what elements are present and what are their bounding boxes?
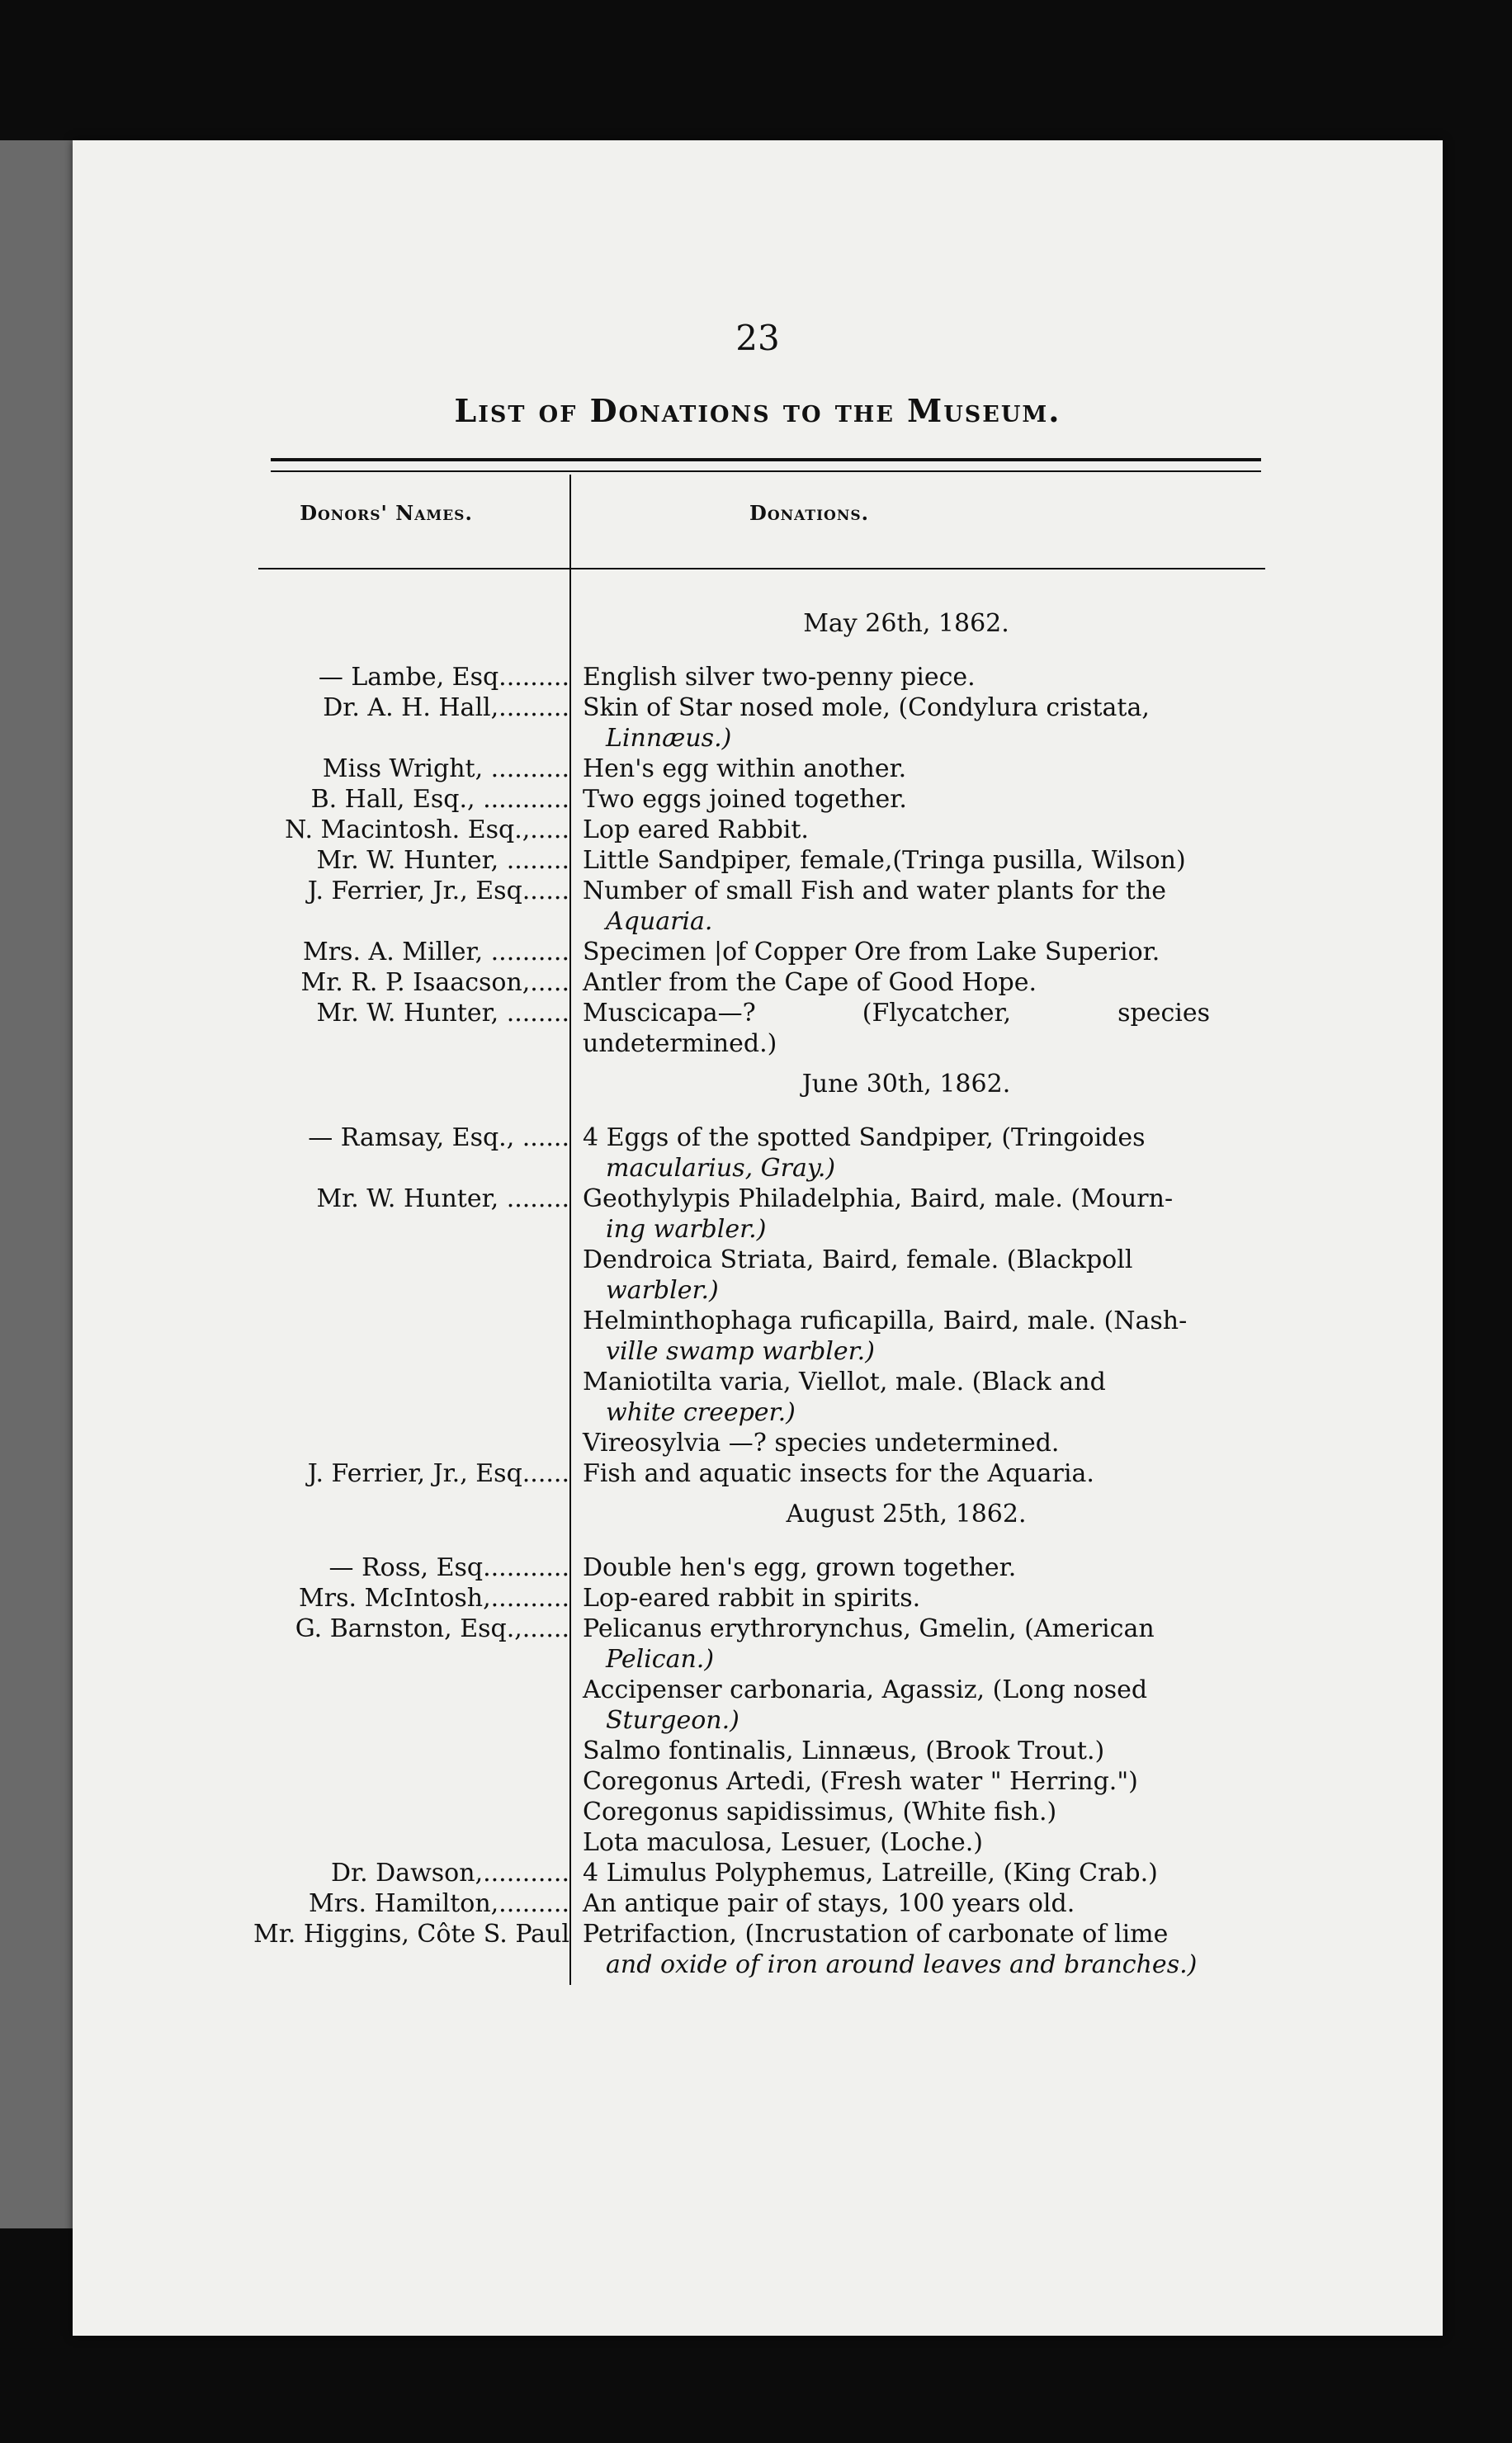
donation-text: An antique pair of stays, 100 years old. [583,1889,1075,1918]
donation-text-continued: macularius, Gray.) [606,1154,836,1183]
donation-text: Lop-eared rabbit in spirits. [583,1584,921,1613]
table-row [73,998,1443,1059]
table-row [73,1614,1443,1675]
donation-text: Specimen |of Copper Ore from Lake Superior. [583,938,1160,966]
donation-item [583,1766,1210,1797]
donation-text: Skin of Star nosed mole, (Condylura cristata, [583,693,1150,722]
donation-text-continued: Aquaria. [606,907,713,936]
donation-text: Pelicanus erythrorynchus, Gmelin, (American [583,1614,1155,1643]
page-number: 23 [735,318,780,358]
donation-item [583,845,1210,876]
table-row [73,1736,1443,1766]
top-rule-thin [271,470,1261,472]
donation-text: Vireosylvia —? species undetermined. [583,1429,1060,1458]
table-row [73,1306,1443,1367]
table-row [73,1367,1443,1428]
document-page [73,140,1443,2336]
donation-text: Little Sandpiper, female,(Tringa pusilla, Wilson) [583,846,1186,875]
donor-name: Dr. Dawson,........... [331,1859,569,1888]
donation-item [583,998,1210,1059]
section-date: August 25th, 1862. [786,1500,1027,1529]
top-rule [271,458,1261,461]
donation-item [583,1306,1210,1367]
table-row [73,662,1443,692]
column-header-donations: Donations. [749,501,870,525]
table-row [73,967,1443,998]
donation-text: Accipenser carbonaria, Agassiz, (Long nosed [583,1675,1148,1704]
donation-item [583,662,1210,692]
donation-text-continued: Pelican.) [606,1645,715,1674]
donation-text: Helminthophaga ruficapilla, Baird, male. (Nash- [583,1307,1188,1335]
column-header-donors: Donors' Names. [300,501,473,525]
donor-name: Mr. W. Hunter, ........ [316,846,569,875]
donor-name: — Ramsay, Esq., ...... [308,1123,569,1152]
table-row [73,937,1443,967]
donation-text: 4 Eggs of the spotted Sandpiper, (Tringoides [583,1123,1146,1152]
table-row [73,1458,1443,1489]
donation-text: Coregonus sapidissimus, (White fish.) [583,1798,1057,1826]
donor-name: J. Ferrier, Jr., Esq...... [307,877,569,905]
donation-item [583,1245,1210,1306]
donation-text: Maniotilta varia, Viellot, male. (Black and [583,1368,1106,1396]
donor-name: Dr. A. H. Hall,......... [323,693,569,722]
table-row [73,1766,1443,1797]
donation-text: Number of small Fish and water plants for the [583,877,1167,905]
donations-table [73,598,1443,1980]
donation-item [583,1614,1210,1675]
table-row [73,1583,1443,1614]
donation-item [583,1458,1210,1489]
donation-text: English silver two-penny piece. [583,663,976,692]
donation-item [583,1797,1210,1827]
table-row [73,845,1443,876]
donation-text: Fish and aquatic insects for the Aquaria. [583,1459,1094,1488]
donation-item [583,815,1210,845]
donation-item [583,937,1210,967]
table-row [73,1184,1443,1245]
table-row [73,1122,1443,1184]
donor-name: — Ross, Esq........... [328,1553,569,1582]
donation-text-continued: ing warbler.) [606,1215,767,1244]
donation-item [583,1122,1210,1184]
donation-text: 4 Limulus Polyphemus, Latreille, (King Crab.) [583,1859,1158,1888]
table-row [73,815,1443,845]
donor-name: Mr. R. P. Isaacson,..... [300,968,569,997]
donation-text: Coregonus Artedi, (Fresh water " Herring.") [583,1767,1138,1796]
donation-text-continued: ville swamp warbler.) [606,1337,875,1366]
donor-name: Mrs. McIntosh,.......... [299,1584,569,1613]
table-row [73,876,1443,937]
donation-item [583,1428,1210,1458]
donation-item [583,1184,1210,1245]
donation-item [583,1827,1210,1858]
table-row [73,754,1443,784]
donation-text: Dendroica Striata, Baird, female. (Blackpoll [583,1245,1133,1274]
section-date: May 26th, 1862. [803,609,1009,638]
donor-name: — Lambe, Esq......... [318,663,569,692]
donation-item [583,876,1210,937]
donation-item [583,784,1210,815]
donor-name: Mrs. A. Miller, .......... [303,938,569,966]
donation-text: Antler from the Cape of Good Hope. [583,968,1037,997]
donation-item [583,1583,1210,1614]
page-title: List of Donations to the Museum. [454,392,1061,429]
donation-text: Lota maculosa, Lesuer, (Loche.) [583,1828,983,1857]
donation-text: Double hen's egg, grown together. [583,1553,1017,1582]
donor-name: J. Ferrier, Jr., Esq...... [307,1459,569,1488]
table-row [73,1888,1443,1919]
donation-item [583,1858,1210,1888]
donation-item [583,1552,1210,1583]
donation-item [583,1736,1210,1766]
donation-text: Two eggs joined together. [583,785,907,814]
table-row [73,784,1443,815]
donation-item [583,1367,1210,1428]
donation-item [583,1675,1210,1736]
donation-item [583,1888,1210,1919]
donor-name: Mr. Higgins, Côte S. Paul [253,1920,569,1949]
donation-item [583,1919,1210,1980]
donor-name: Mr. W. Hunter, ........ [316,1184,569,1213]
donor-name: Miss Wright, .......... [322,754,569,783]
table-row [73,1675,1443,1736]
header-rule [258,568,1265,569]
donation-text: Lop eared Rabbit. [583,815,809,844]
donation-item [583,754,1210,784]
donor-name: Mr. W. Hunter, ........ [316,999,569,1028]
donation-text: Salmo fontinalis, Linnæus, (Brook Trout.) [583,1737,1105,1765]
table-row [73,1245,1443,1306]
table-row [73,1552,1443,1583]
donor-name: B. Hall, Esq., ........... [310,785,569,814]
donation-text-continued: Linnæus.) [606,724,732,753]
donor-name: N. Macintosh. Esq.,..... [285,815,569,844]
donation-text: Petrifaction, (Incrustation of carbonate of lime [583,1920,1169,1949]
donation-text: Hen's egg within another. [583,754,907,783]
donation-text: Muscicapa—? (Flycatcher, species undetermined.) [583,999,1210,1058]
donation-item [583,692,1210,754]
table-row [73,1858,1443,1888]
donation-text-continued: and oxide of iron around leaves and branches.) [606,1950,1198,1979]
table-row [73,1797,1443,1827]
table-row [73,692,1443,754]
donation-text-continued: white creeper.) [606,1398,796,1427]
donation-text: Geothylypis Philadelphia, Baird, male. (Mourn- [583,1184,1174,1213]
donor-name: Mrs. Hamilton,......... [308,1889,569,1918]
donation-text-continued: Sturgeon.) [606,1706,739,1735]
donor-name: G. Barnston, Esq.,...... [295,1614,569,1643]
section-date: June 30th, 1862. [801,1070,1011,1099]
table-row [73,1919,1443,1980]
donation-text-continued: warbler.) [606,1276,719,1305]
donation-item [583,967,1210,998]
table-row [73,1428,1443,1458]
table-row [73,1827,1443,1858]
